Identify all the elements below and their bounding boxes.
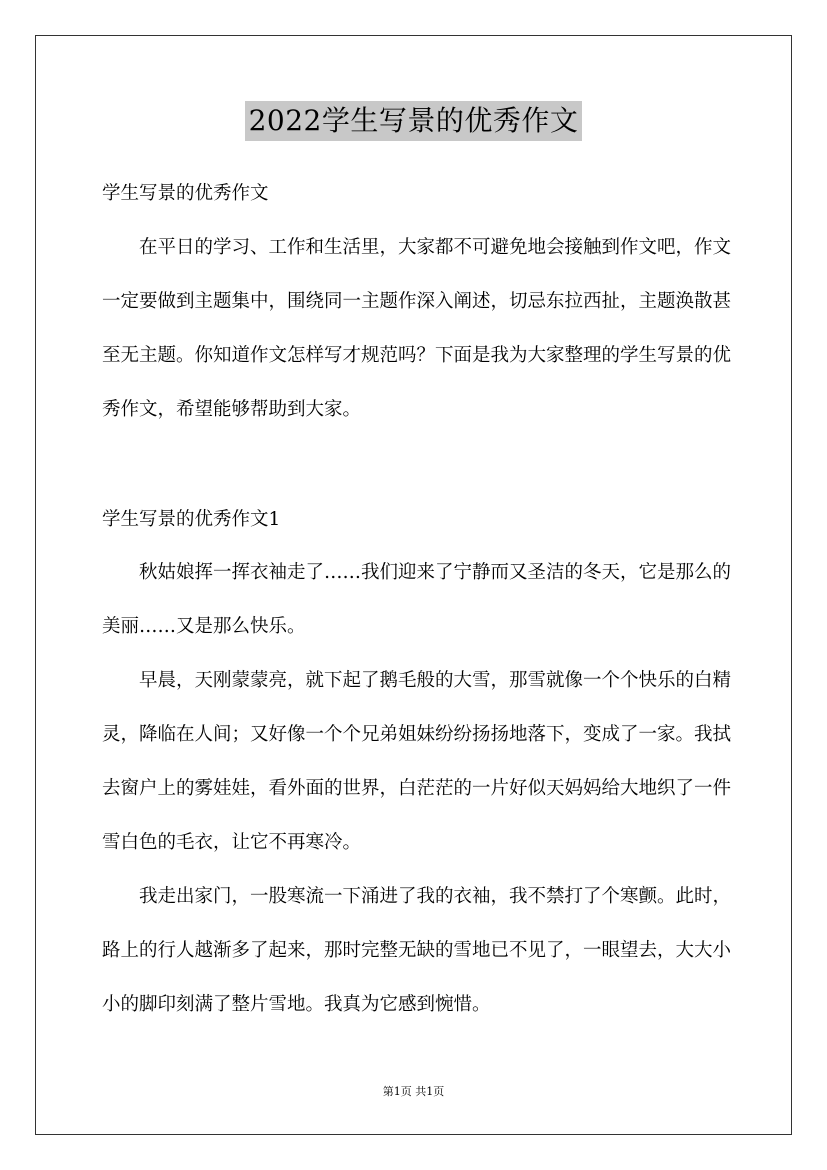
essay-paragraph-1: 秋姑娘挥一挥衣袖走了……我们迎来了宁静而又圣洁的冬天，它是那么的美丽……又是那么快乐。	[102, 562, 732, 637]
intro-paragraph: 在平日的学习、工作和生活里，大家都不可避免地会接触到作文吧，作文一定要做到主题集中，围绕同一主题作深入阐述，切忌东拉西扯，主题涣散甚至无主题。你知道作文怎样写才规范吗？下面是我为大家整理的学生写景的优秀作文，希望能够帮助到大家。	[102, 237, 732, 420]
section-heading: 学生写景的优秀作文	[102, 183, 269, 204]
page-footer: 第1页 共1页	[382, 1085, 445, 1098]
essay-heading: 学生写景的优秀作文1	[102, 509, 281, 530]
document-title: 2022学生写景的优秀作文	[245, 101, 583, 141]
essay-paragraph-3: 我走出家门，一股寒流一下涌进了我的衣袖，我不禁打了个寒颤。此时，路上的行人越渐多了起来，那时完整无缺的雪地已不见了，一眼望去，大大小小的脚印刻满了整片雪地。我真为它感到惋惜。	[102, 886, 732, 1015]
title-container	[0, 101, 827, 141]
essay-paragraph-2: 早晨，天刚蒙蒙亮，就下起了鹅毛般的大雪，那雪就像一个个快乐的白精灵，降临在人间；又好像一个个兄弟姐妹纷纷扬扬地落下，变成了一家。我拭去窗户上的雾娃娃，看外面的世界，白茫茫的一片好似天妈妈给大地织了一件雪白色的毛衣，让它不再寒冷。	[102, 670, 732, 853]
